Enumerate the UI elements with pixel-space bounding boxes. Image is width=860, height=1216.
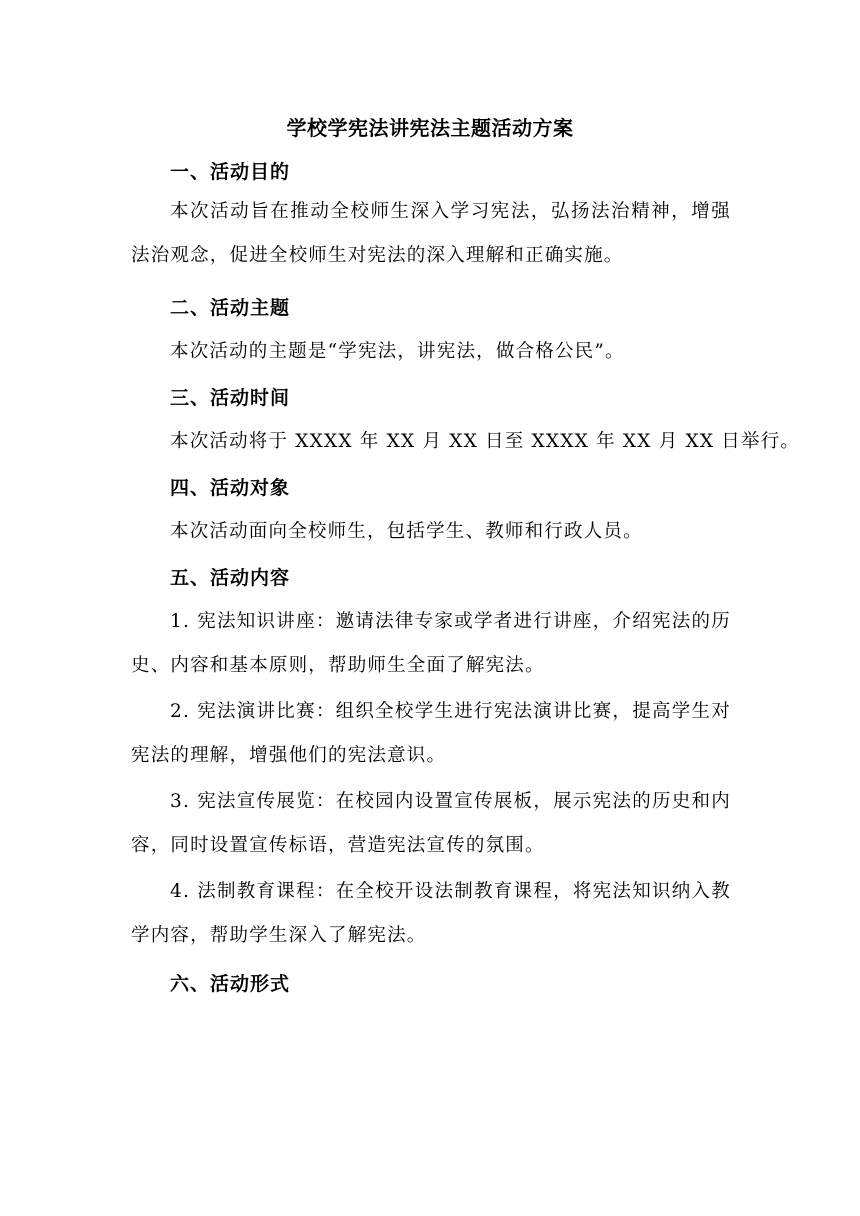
section-heading-purpose: 一、活动目的 bbox=[170, 161, 291, 183]
section-paragraph-time: 本次活动将于 XXXX 年 XX 月 XX 日至 XXXX 年 XX 月 XX 日举行。 bbox=[170, 431, 801, 452]
section-heading-audience: 四、活动对象 bbox=[170, 477, 291, 499]
section-heading-time: 三、活动时间 bbox=[170, 387, 291, 409]
content-item-speech-contest: 2. 宪法演讲比赛：组织全校学生进行宪法演讲比赛，提高学生对宪法的理解，增强他们的宪法意识。 bbox=[131, 701, 731, 766]
content-item-exhibition: 3. 宪法宣传展览：在校园内设置宣传展板，展示宪法的历史和内容，同时设置宣传标语，营造宪法宣传的氛围。 bbox=[131, 791, 731, 856]
section-paragraph-theme: 本次活动的主题是“学宪法，讲宪法，做合格公民”。 bbox=[170, 341, 625, 362]
content-item-legal-course: 4. 法制教育课程：在全校开设法制教育课程，将宪法知识纳入教学内容，帮助学生深入了解宪法。 bbox=[131, 881, 731, 946]
section-heading-theme: 二、活动主题 bbox=[170, 297, 291, 319]
section-heading-content: 五、活动内容 bbox=[170, 567, 291, 589]
section-heading-format: 六、活动形式 bbox=[170, 973, 291, 995]
document-title: 学校学宪法讲宪法主题活动方案 bbox=[286, 116, 574, 140]
section-paragraph-purpose: 本次活动旨在推动全校师生深入学习宪法，弘扬法治精神，增强法治观念，促进全校师生对宪法的深入理解和正确实施。 bbox=[131, 201, 731, 266]
content-item-lecture: 1. 宪法知识讲座：邀请法律专家或学者进行讲座，介绍宪法的历史、内容和基本原则，帮助师生全面了解宪法。 bbox=[131, 611, 731, 676]
section-paragraph-audience: 本次活动面向全校师生，包括学生、教师和行政人员。 bbox=[170, 521, 643, 542]
